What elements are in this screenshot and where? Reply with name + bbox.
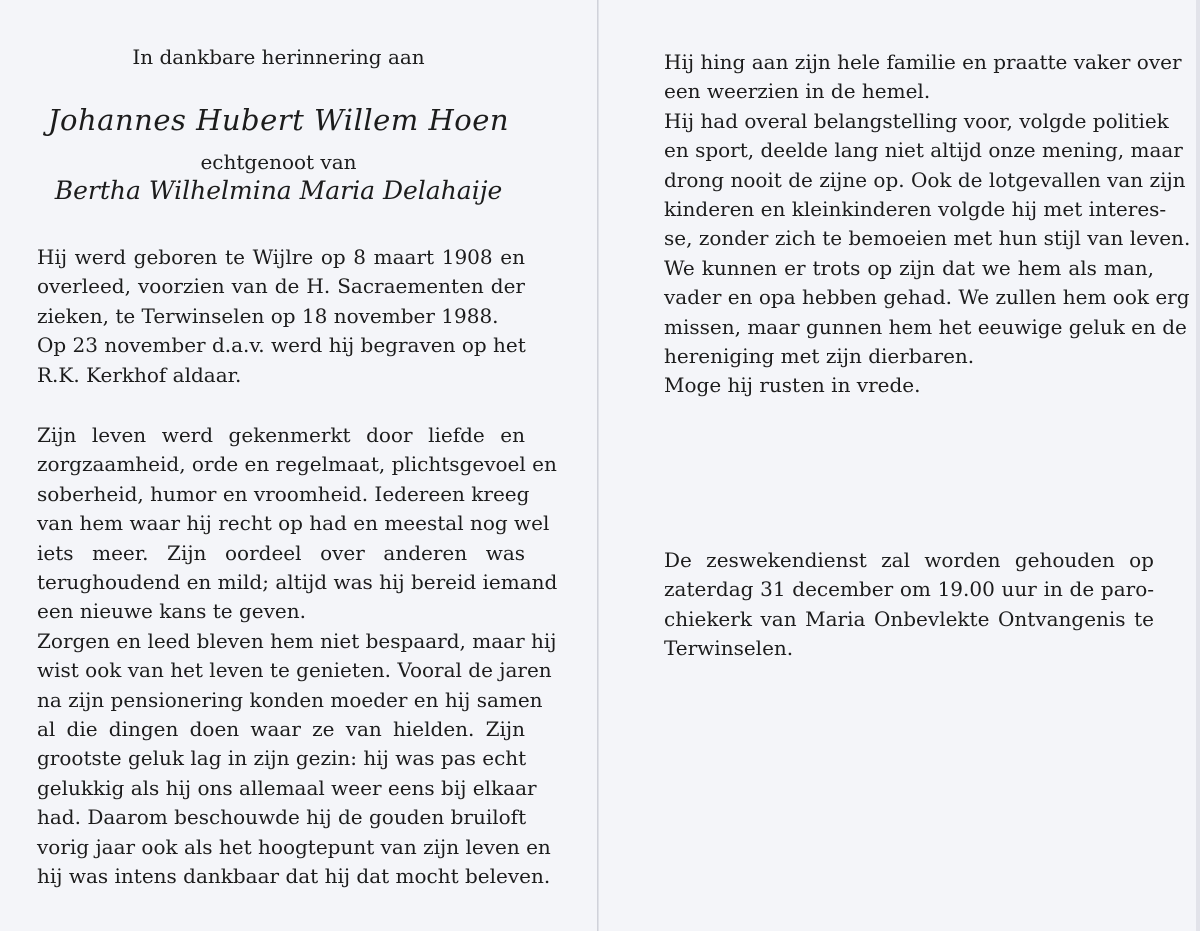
text-line: Hij had overal belangstelling voor, volgde politiek xyxy=(664,108,1169,133)
right-page xyxy=(599,0,1200,931)
text-line: iets meer. Zijn oordeel over anderen was xyxy=(37,540,525,565)
text-line: zieken, te Terwinselen op 18 november 1988. xyxy=(37,303,499,328)
text-line: wist ook van het leven te genieten. Vooral de jaren xyxy=(37,658,552,683)
text-line: en sport, deelde lang niet altijd onze mening, maar xyxy=(664,138,1183,163)
intro-line: In dankbare herinnering aan xyxy=(132,45,425,69)
text-line: zorgzaamheid, orde en regelmaat, plichtsgevoel en xyxy=(37,452,557,477)
text-line: na zijn pensionering konden moeder en hij samen xyxy=(37,687,543,712)
text-line: De zeswekendienst zal worden gehouden op xyxy=(664,548,1154,572)
text-line: drong nooit de zijne op. Ook de lotgevallen van zijn xyxy=(664,167,1186,192)
text-line: kinderen en kleinkinderen volgde hij met interes- xyxy=(664,197,1167,222)
birth-paragraph xyxy=(37,243,525,390)
life-paragraph xyxy=(37,421,558,892)
text-line: vader en opa hebben gehad. We zullen hem ook erg xyxy=(664,285,1190,310)
text-line: van hem waar hij recht op had en meestal nog wel xyxy=(37,511,550,536)
text-line: gelukkig als hij ons allemaal weer eens bij elkaar xyxy=(37,775,537,800)
text-line: een nieuwe kans te geven. xyxy=(37,599,307,624)
card-edge xyxy=(1196,0,1200,931)
text-line: We kunnen er trots op zijn dat we hem als man, xyxy=(664,255,1154,280)
spouse-label: echtgenoot van xyxy=(200,150,357,174)
text-line: Zorgen en leed bleven hem niet bespaard, maar hij xyxy=(37,628,557,653)
spouse-name: Bertha Wilhelmina Maria Delahaije xyxy=(54,176,503,205)
text-line: al die dingen doen waar ze van hielden. Zijn xyxy=(37,717,525,742)
text-line: chiekerk van Maria Onbevlekte Ontvangenis te xyxy=(664,606,1154,631)
text-line: Zijn leven werd gekenmerkt door liefde en xyxy=(37,423,525,447)
service-paragraph xyxy=(664,546,1154,664)
text-line: zaterdag 31 december om 19.00 uur in de paro- xyxy=(664,577,1154,602)
text-line: hij was intens dankbaar dat hij dat mocht beleven. xyxy=(37,864,551,889)
text-line: een weerzien in de hemel. xyxy=(664,79,931,104)
text-line: Op 23 november d.a.v. werd hij begraven op het xyxy=(37,333,526,358)
text-line: soberheid, humor en vroomheid. Iedereen kreeg xyxy=(37,481,530,506)
text-line: R.K. Kerkhof aldaar. xyxy=(37,362,242,387)
text-line: Hij hing aan zijn hele familie en praatte vaker over xyxy=(664,50,1182,74)
text-line: Hij werd geboren te Wijlre op 8 maart 1908 en xyxy=(37,245,525,269)
text-line: se, zonder zich te bemoeien met hun stijl van leven. xyxy=(664,226,1191,251)
text-line: had. Daarom beschouwde hij de gouden bruiloft xyxy=(37,805,527,830)
left-page xyxy=(0,0,597,931)
text-line: Terwinselen. xyxy=(664,636,794,661)
character-paragraph xyxy=(664,48,1191,401)
text-line: hereniging met zijn dierbaren. xyxy=(664,344,975,369)
text-line: terughoudend en mild; altijd was hij bereid iemand xyxy=(37,570,558,595)
closing-line: Moge hij rusten in vrede. xyxy=(664,373,921,398)
text-line: missen, maar gunnen hem het eeuwige geluk en de xyxy=(664,314,1187,339)
text-line: vorig jaar ook als het hoogtepunt van zijn leven en xyxy=(37,834,551,859)
text-line: overleed, voorzien van de H. Sacraementen der xyxy=(37,274,525,299)
deceased-name: Johannes Hubert Willem Hoen xyxy=(47,103,510,137)
text-line: grootste geluk lag in zijn gezin: hij was pas echt xyxy=(37,746,527,771)
